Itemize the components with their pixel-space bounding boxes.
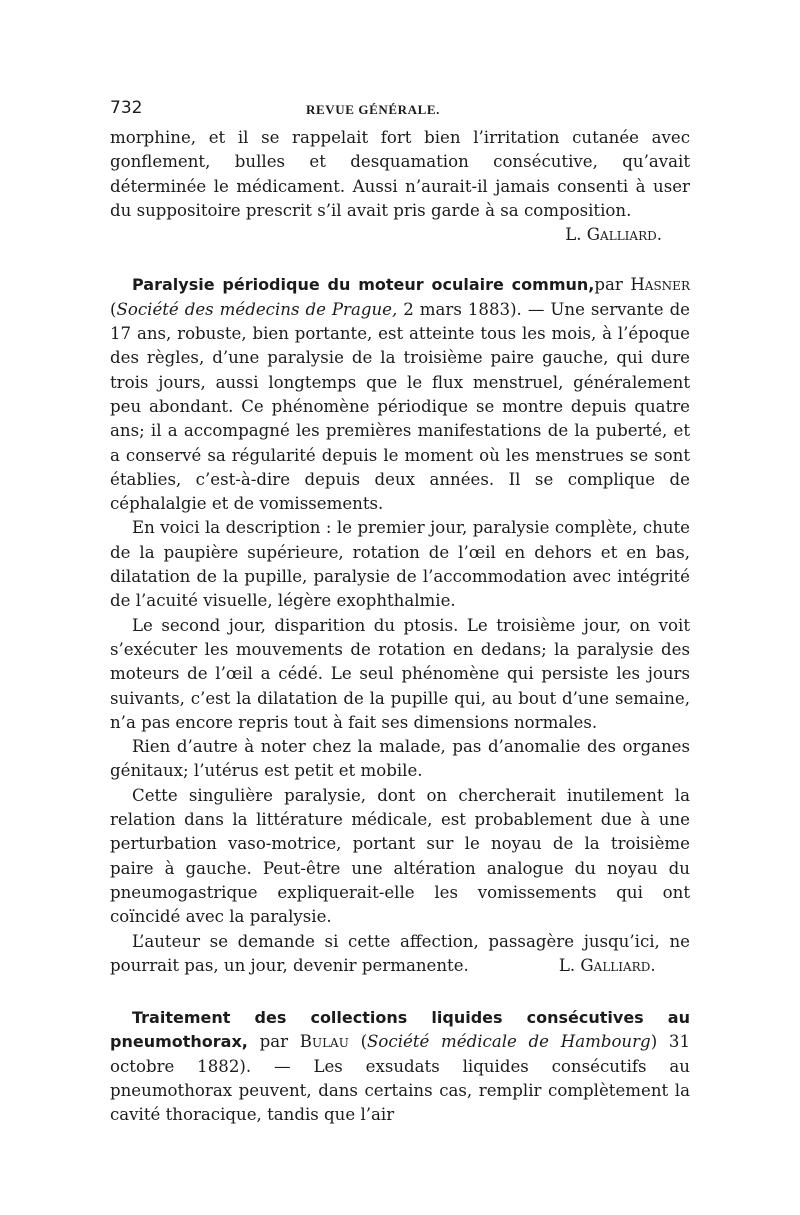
article2-para6 [110,930,690,979]
article2-source-open: ( [110,299,117,319]
article2-source: Société des médecins de Prague, [116,299,398,319]
article3-by: par [247,1032,300,1052]
article2-by: par [594,275,631,295]
article2-signature: L. Galliard. [558,955,656,975]
article2-para3: Le second jour, disparition du ptosis. Le troisième jour, on voit s’exécuter les mouvements de rotation en dedans; la paralysie des moteurs de l’œil a cédé. Le seul phénomène qui persiste les jours suivants, c’est la dilatation de la pupille qui, au bout d’une semaine, n’a pas encore repris tout à fait ses dimensions normales. [110,615,690,732]
article3-title: Traitement des collections liquides consécutives au pneumothorax, [110,1008,690,1052]
article3-date: ) 31 octobre 1882). [110,1032,690,1076]
article2-intro-text: — Une servante de 17 ans, robuste, bien portante, est atteinte tous les mois, à l’époque des règles, d’une paralysie de la troisième paire gauche, qui dure trois jours, aussi longtemps que le flux menstruel, généralement peu abondant. Ce phénomène périodique se montre depuis quatre ans; il a accompagné les premières manifestations de la puberté, et a conservé sa régularité depuis le moment où les menstrues se sont établies, c’est-à-dire depuis deux années. Il se complique de céphalalgie et de vomissements. [110,299,691,514]
page-number: 732 [110,98,143,118]
page [110,96,690,1128]
article2-date: 2 mars 1883). [397,299,522,319]
article2-author: Hasner [630,275,690,295]
article2-para4: Rien d’autre à noter chez la malade, pas d’anomalie des organes génitaux; l’utérus est petit et mobile. [110,737,690,781]
article1-continuation: morphine, et il se rappelait fort bien l’irritation cutanée avec gonflement, bulles et desquamation consécutive, qu’avait déterminée le médicament. Aussi n’aurait-il jamais consenti à user du suppositoire prescrit s’il avait pris garde à sa composition. [110,128,690,220]
article2-intro [110,273,690,516]
article3-intro [110,1006,690,1127]
article3-intro-text: — Les exsudats liquides consécutifs au pneumothorax peuvent, dans certains cas, remplir complètement la cavité thoracique, tandis que l’air [110,1056,690,1125]
page-header [110,96,690,126]
article1-signature: L. Galliard. [565,225,662,245]
running-title: REVUE GÉNÉRALE. [306,102,440,117]
article2-para5: Cette singulière paralysie, dont on chercherait inutilement la relation dans la littérature médicale, est probablement due à une perturbation vaso-motrice, portant sur le noyau de la troisième paire à gauche. Peut-être une altération analogue du noyau du pneumogastrique expliquerait-elle les vomissements qui ont coïncidé avec la paralysie. [110,785,690,927]
article2-title: Paralysie périodique du moteur oculaire commun, [132,275,595,295]
section-gap [110,978,690,1006]
article3-author: Bulau [299,1032,349,1052]
article2-para6-text: L’auteur se demande si cette affection, passagère jusqu’ici, ne pourrait pas, un jour, devenir permanente. [110,931,690,975]
article2-para2: En voici la description : le premier jour, paralysie complète, chute de la paupière supérieure, rotation de l’œil en dehors et en bas, dilatation de la pupille, paralysie de l’accommodation avec intégrité de l’acuité visuelle, légère exophthalmie. [110,518,690,611]
article3-source: Société médicale de Hambourg [367,1032,651,1052]
article3-source-open: ( [348,1032,368,1052]
